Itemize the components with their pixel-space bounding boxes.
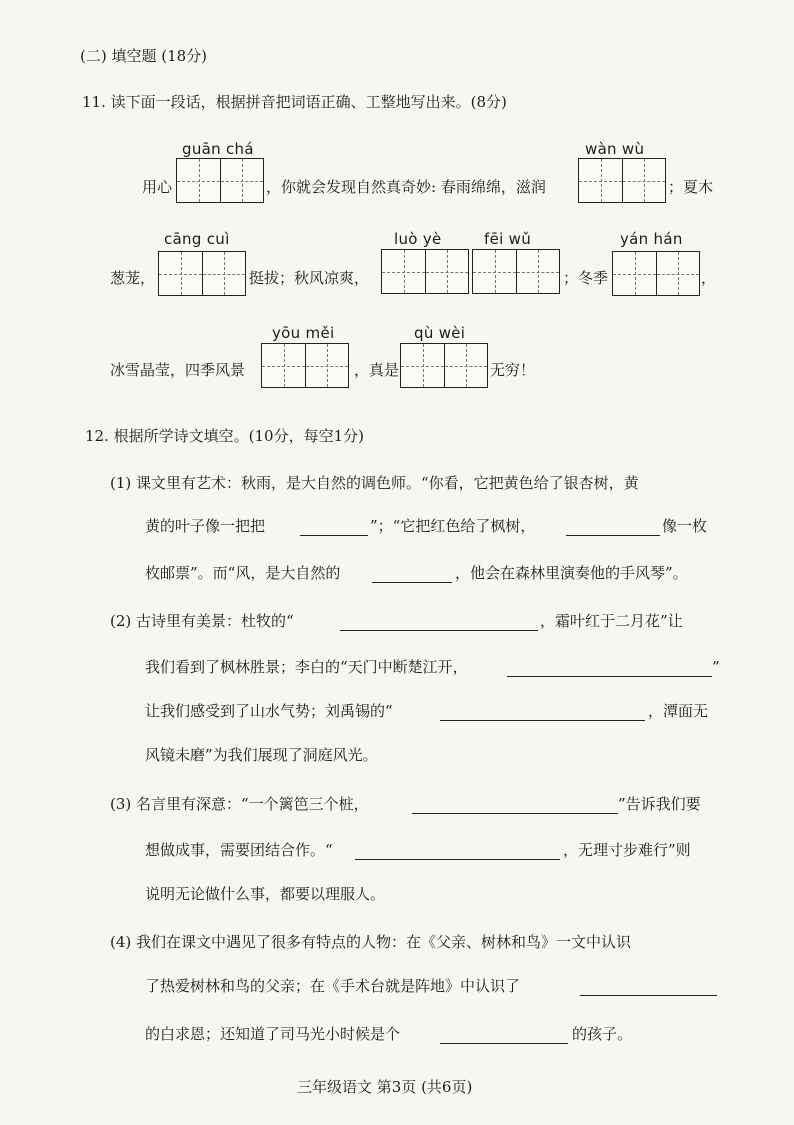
q12-2-line-3b: ，潭面无 xyxy=(648,702,709,720)
tianzige-box-cang-cui[interactable] xyxy=(158,251,246,296)
pinyin-yan-han: yán hán xyxy=(620,230,683,248)
q11-text-2: ，你就会发现自然真奇妙: 春雨绵绵，滋润 xyxy=(266,178,546,196)
blank-3-2[interactable] xyxy=(355,859,560,860)
blank-2-2[interactable] xyxy=(507,676,712,677)
page-footer: 三年级语文 第3页 (共6页) xyxy=(297,1078,473,1096)
q11-text-9: ，真是 xyxy=(354,361,400,379)
tianzige-box-you-mei[interactable] xyxy=(261,343,349,388)
pinyin-fei-wu: fēi wǔ xyxy=(484,230,532,248)
tianzige-box-luo-ye[interactable] xyxy=(381,249,469,294)
tianzige-box-qu-wei[interactable] xyxy=(400,343,488,388)
q11-text-7: ， xyxy=(701,269,717,287)
pinyin-you-mei: yōu měi xyxy=(272,324,335,342)
q12-3-line-1a: (3) 名言里有深意：“一个篱笆三个桩， xyxy=(110,795,369,813)
q11-text-1: 用心 xyxy=(142,178,173,196)
q12-1-line-1: (1) 课文里有艺术：秋雨，是大自然的调色师。“你看，它把黄色给了银杏树，黄 xyxy=(110,474,639,492)
q12-4-line-2a: 了热爱树林和鸟的父亲；在《手术台就是阵地》中认识了 xyxy=(145,977,521,995)
q11-title: 11. 读下面一段话，根据拼音把词语正确、工整地写出来。(8分) xyxy=(82,93,507,111)
tianzige-box-guan-cha[interactable] xyxy=(176,158,264,203)
q12-2-line-4: 风镜未磨”为我们展现了洞庭风光。 xyxy=(145,746,378,764)
q11-text-5: 挺拔；秋风凉爽， xyxy=(249,269,370,287)
blank-1-2[interactable] xyxy=(566,535,660,536)
pinyin-guan-cha: guān chá xyxy=(182,140,254,158)
pinyin-qu-wei: qù wèi xyxy=(414,324,466,342)
blank-3-1[interactable] xyxy=(412,813,618,814)
q11-text-8: 冰雪晶莹，四季风景 xyxy=(110,361,246,379)
q12-1-line-3a: 枚邮票”。而“风，是大自然的 xyxy=(145,564,341,582)
q12-4-line-3a: 的白求恩；还知道了司马光小时候是个 xyxy=(145,1025,401,1043)
q12-1-line-3b: ，他会在森林里演奏他的手风琴”。 xyxy=(455,564,688,582)
blank-1-3[interactable] xyxy=(372,582,452,583)
q12-2-line-3a: 让我们感受到了山水气势；刘禹锡的“ xyxy=(145,702,393,720)
q12-1-line-2a: 黄的叶子像一把把 xyxy=(145,517,266,535)
q12-3-line-1b: ”告诉我们要 xyxy=(618,795,701,813)
q12-3-line-3: 说明无论做什么事，都要以理服人。 xyxy=(145,885,386,903)
q12-2-line-2a: 我们看到了枫林胜景；李白的“天门中断楚江开， xyxy=(145,658,468,676)
tianzige-box-fei-wu[interactable] xyxy=(472,249,560,294)
q12-4-line-1: (4) 我们在课文中遇见了很多有特点的人物：在《父亲、树林和鸟》一文中认识 xyxy=(110,933,632,951)
blank-4-2[interactable] xyxy=(440,1043,568,1044)
section-header: (二) 填空题 (18分) xyxy=(80,47,208,65)
q12-1-line-2c: 像一枚 xyxy=(662,517,708,535)
tianzige-box-wan-wu[interactable] xyxy=(578,158,666,203)
q12-2-line-1b: ，霜叶红于二月花”让 xyxy=(540,612,683,630)
blank-2-3[interactable] xyxy=(440,720,645,721)
q12-2-line-2b: ” xyxy=(712,658,720,676)
pinyin-cang-cui: cāng cuì xyxy=(164,230,230,248)
q12-3-line-2a: 想做成事，需要团结合作。“ xyxy=(145,841,333,859)
q12-title: 12. 根据所学诗文填空。(10分，每空1分) xyxy=(85,427,364,445)
q11-text-3: ；夏木 xyxy=(668,178,714,196)
q12-1-line-2b: ”；“它把红色给了枫树， xyxy=(370,517,536,535)
pinyin-luo-ye: luò yè xyxy=(394,230,442,248)
pinyin-wan-wu: wàn wù xyxy=(585,140,645,158)
blank-4-1[interactable] xyxy=(580,995,717,996)
blank-1-1[interactable] xyxy=(300,535,368,536)
q11-text-6: ；冬季 xyxy=(563,269,609,287)
q11-text-4: 葱茏， xyxy=(110,269,156,287)
blank-2-1[interactable] xyxy=(340,630,538,631)
tianzige-box-yan-han[interactable] xyxy=(612,251,700,296)
q11-text-10: 无穷！ xyxy=(490,361,536,379)
q12-4-line-3b: 的孩子。 xyxy=(572,1025,633,1043)
q12-3-line-2b: ，无理寸步难行”则 xyxy=(563,841,691,859)
q12-2-line-1a: (2) 古诗里有美景：杜牧的“ xyxy=(110,612,294,630)
